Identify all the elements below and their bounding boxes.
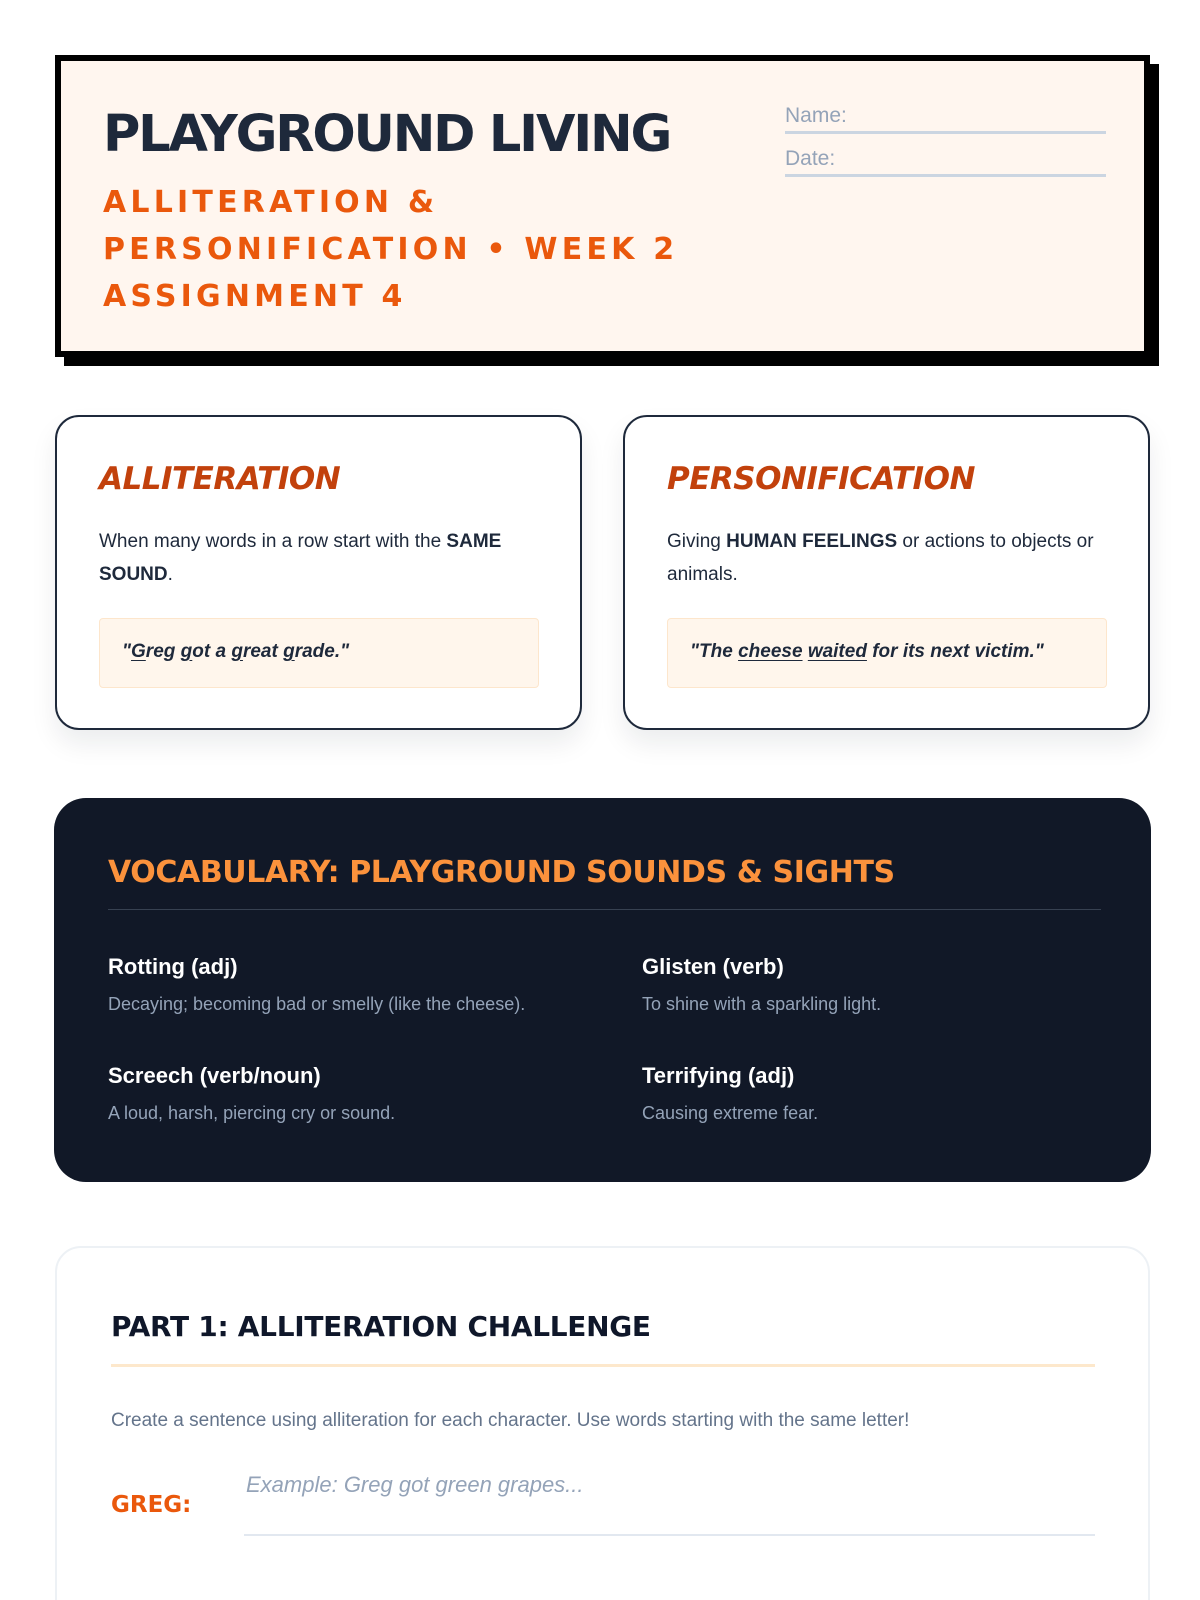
page-title: PLAYGROUND LIVING: [103, 105, 671, 164]
part1-divider: [111, 1364, 1095, 1367]
alliteration-definition: [99, 525, 549, 591]
vocab-term: Screech (verb/noun): [108, 1063, 321, 1088]
worksheet-header: [55, 55, 1150, 357]
personification-example: [667, 618, 1107, 688]
example-text: ": [122, 641, 132, 662]
definition-text: When many words in a row start with the: [99, 531, 447, 552]
vocabulary-title: VOCABULARY: PLAYGROUND SOUNDS & SIGHTS: [108, 855, 895, 890]
page-subtitle: [103, 179, 703, 320]
vocab-definition: Causing extreme fear.: [642, 1103, 819, 1123]
part1-instructions: Create a sentence using alliteration for each character. Use words starting with the same letter!: [111, 1410, 910, 1431]
example-highlight: cheese: [738, 641, 803, 662]
example-text: rade.": [294, 641, 350, 662]
definition-text: .: [167, 564, 173, 585]
subtitle-line: PERSONIFICATION • WEEK 2: [103, 232, 679, 267]
vocab-term: Terrifying (adj): [642, 1063, 795, 1088]
name-field[interactable]: [785, 104, 1106, 134]
subtitle-line: ALLITERATION &: [103, 185, 439, 220]
vocab-term: Rotting (adj): [108, 954, 238, 979]
date-field[interactable]: [785, 147, 1106, 177]
character-label-greg: GREG:: [111, 1492, 192, 1518]
alliteration-card: [55, 415, 582, 730]
greg-answer-input[interactable]: [244, 1468, 1095, 1536]
personification-definition: [667, 525, 1117, 591]
example-text: reat: [242, 641, 284, 662]
example-text: "The: [690, 641, 739, 662]
vocab-definition: A loud, harsh, piercing cry or sound.: [108, 1103, 396, 1123]
example-highlight: waited: [807, 641, 867, 662]
personification-card: [623, 415, 1150, 730]
personification-title: PERSONIFICATION: [667, 461, 975, 497]
part1-title: PART 1: ALLITERATION CHALLENGE: [111, 1310, 651, 1343]
date-label: Date:: [785, 147, 836, 170]
name-label: Name:: [785, 104, 847, 127]
part1-section: [55, 1246, 1150, 1600]
vocabulary-divider: [108, 909, 1101, 910]
alliteration-title: ALLITERATION: [99, 461, 341, 497]
example-highlight: g: [283, 641, 295, 662]
example-highlight: G: [131, 641, 146, 662]
example-text: reg: [145, 641, 181, 662]
example-highlight: g: [231, 641, 243, 662]
alliteration-example: [99, 618, 539, 688]
definition-text: Giving: [667, 531, 727, 552]
definition-text: or actions to objects or animals.: [667, 531, 1094, 585]
example-highlight: g: [180, 641, 193, 662]
vocab-term: Glisten (verb): [642, 954, 784, 979]
vocabulary-panel: [54, 798, 1151, 1182]
example-text: ot a: [192, 641, 232, 662]
example-text: for its next victim.": [866, 641, 1044, 662]
definition-emphasis: HUMAN FEELINGS: [726, 531, 898, 552]
vocab-definition: To shine with a sparkling light.: [642, 994, 882, 1014]
vocab-definition: Decaying; becoming bad or smelly (like the cheese).: [108, 994, 526, 1014]
definition-emphasis: SAME SOUND: [99, 531, 502, 585]
subtitle-line: ASSIGNMENT 4: [103, 279, 407, 314]
